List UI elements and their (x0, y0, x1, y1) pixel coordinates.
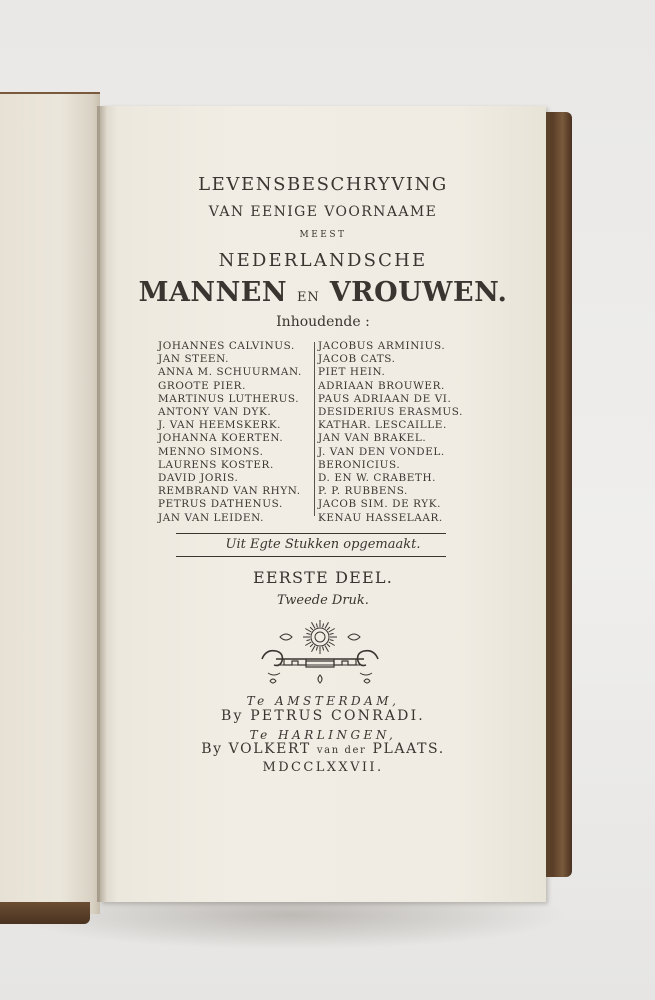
sunburst-ornament-icon (250, 615, 390, 689)
list-item: JACOBUS ARMINIUS. (318, 340, 446, 352)
imprint-by-volkert: By VOLKERT (201, 741, 311, 757)
sunburst-ray (325, 622, 329, 628)
sunburst-ray (323, 623, 324, 627)
imprint-line-1: Te AMSTERDAM, (246, 694, 400, 708)
title-line-5 (100, 277, 546, 308)
list-item: P. P. RUBBENS. (318, 485, 408, 498)
sunburst-ray (305, 642, 311, 646)
list-item: J. VAN DEN VONDEL. (318, 445, 445, 458)
title-word-vrouwen: VROUWEN. (329, 277, 508, 308)
imprint-plaats: PLAATS. (372, 741, 445, 757)
title-line-2: VAN EENIGE VOORNAAME (208, 204, 438, 220)
contents-left-column (158, 340, 313, 525)
sunburst-ray (327, 627, 330, 630)
list-item: ANNA M. SCHUURMAN. (158, 366, 302, 379)
imprint-van-der: van der (316, 745, 367, 756)
volume-label: EERSTE DEEL. (252, 568, 394, 587)
list-item: DAVID JORIS. (158, 472, 239, 485)
list-item: JAN STEEN. (158, 353, 230, 366)
sunburst-ray (310, 644, 313, 647)
sunburst-ray (325, 646, 329, 652)
list-item: D. EN W. CRABETH. (318, 472, 437, 485)
list-item: JACOB CATS. (318, 353, 396, 366)
sunburst-ray (327, 644, 330, 647)
sunburst-ray (306, 640, 310, 641)
list-item: JAN VAN BRAKEL. (318, 432, 427, 445)
list-item: JOHANNES CALVINUS. (158, 340, 295, 352)
sunburst-ray (316, 647, 317, 651)
list-item: REMBRAND VAN RHYN. (158, 485, 301, 498)
book-front-cover-edge (0, 902, 90, 924)
list-item: KATHAR. LESCAILLE. (318, 419, 447, 432)
sunburst-ray (312, 646, 316, 652)
divider-rule-bottom (176, 556, 446, 557)
list-item: JACOB SIM. DE RYK. (318, 498, 441, 511)
list-item: J. VAN HEEMSKERK. (158, 419, 282, 432)
column-divider (314, 342, 315, 516)
sunburst-ray (305, 629, 311, 633)
list-item: LAURENS KOSTER. (158, 458, 274, 471)
list-item: JOHANNA KOERTEN. (158, 432, 284, 445)
page-gutter (97, 106, 107, 902)
list-item: MARTINUS LUTHERUS. (158, 392, 300, 405)
contents-right-column (318, 340, 488, 525)
imprint-year: MDCCLXXVII. (262, 760, 384, 775)
list-item: PAUS ADRIAAN DE VI. (318, 392, 452, 405)
title-word-mannen: MANNEN (138, 277, 288, 308)
sunburst-ray (329, 629, 335, 633)
list-item: KENAU HASSELAAR. (318, 511, 443, 524)
title-line-3: MEEST (299, 230, 347, 240)
divider-rule-top (176, 533, 446, 534)
title-line-4: NEDERLANDSCHE (218, 250, 428, 271)
imprint-line-4 (100, 741, 546, 757)
sunburst-ray (306, 633, 310, 634)
list-item: GROOTE PIER. (158, 379, 246, 392)
sunburst-ray (312, 622, 316, 628)
sunburst-ray (310, 627, 313, 630)
sunburst-ray (316, 623, 317, 627)
imprint-line-2: By PETRUS CONRADI. (221, 708, 425, 724)
sunburst-ray (323, 647, 324, 651)
sunburst-ray (330, 640, 334, 641)
list-item: BERONICIUS. (318, 458, 401, 471)
list-item: PETRUS DATHENUS. (158, 498, 283, 511)
edition-label: Tweede Druk. (277, 593, 369, 608)
contents-list (156, 340, 481, 524)
list-item: DESIDERIUS ERASMUS. (318, 406, 464, 419)
sunburst-ray (329, 642, 335, 646)
imprint-line-3: Te HARLINGEN, (249, 728, 397, 742)
contents-heading: Inhoudende : (276, 314, 370, 330)
list-item: MENNO SIMONS. (158, 445, 264, 458)
title-word-en: EN (296, 290, 320, 305)
sunburst-ray (330, 633, 334, 634)
list-item: JAN VAN LEIDEN. (158, 511, 264, 524)
list-item: PIET HEIN. (318, 366, 386, 379)
list-item: ADRIAAN BROUWER. (318, 379, 445, 392)
left-page (0, 92, 100, 914)
motto-text: Uit Egte Stukken opgemaakt. (225, 537, 421, 552)
title-line-1: LEVENSBESCHRYVING (198, 174, 448, 195)
list-item: ANTONY VAN DYK. (158, 406, 272, 419)
